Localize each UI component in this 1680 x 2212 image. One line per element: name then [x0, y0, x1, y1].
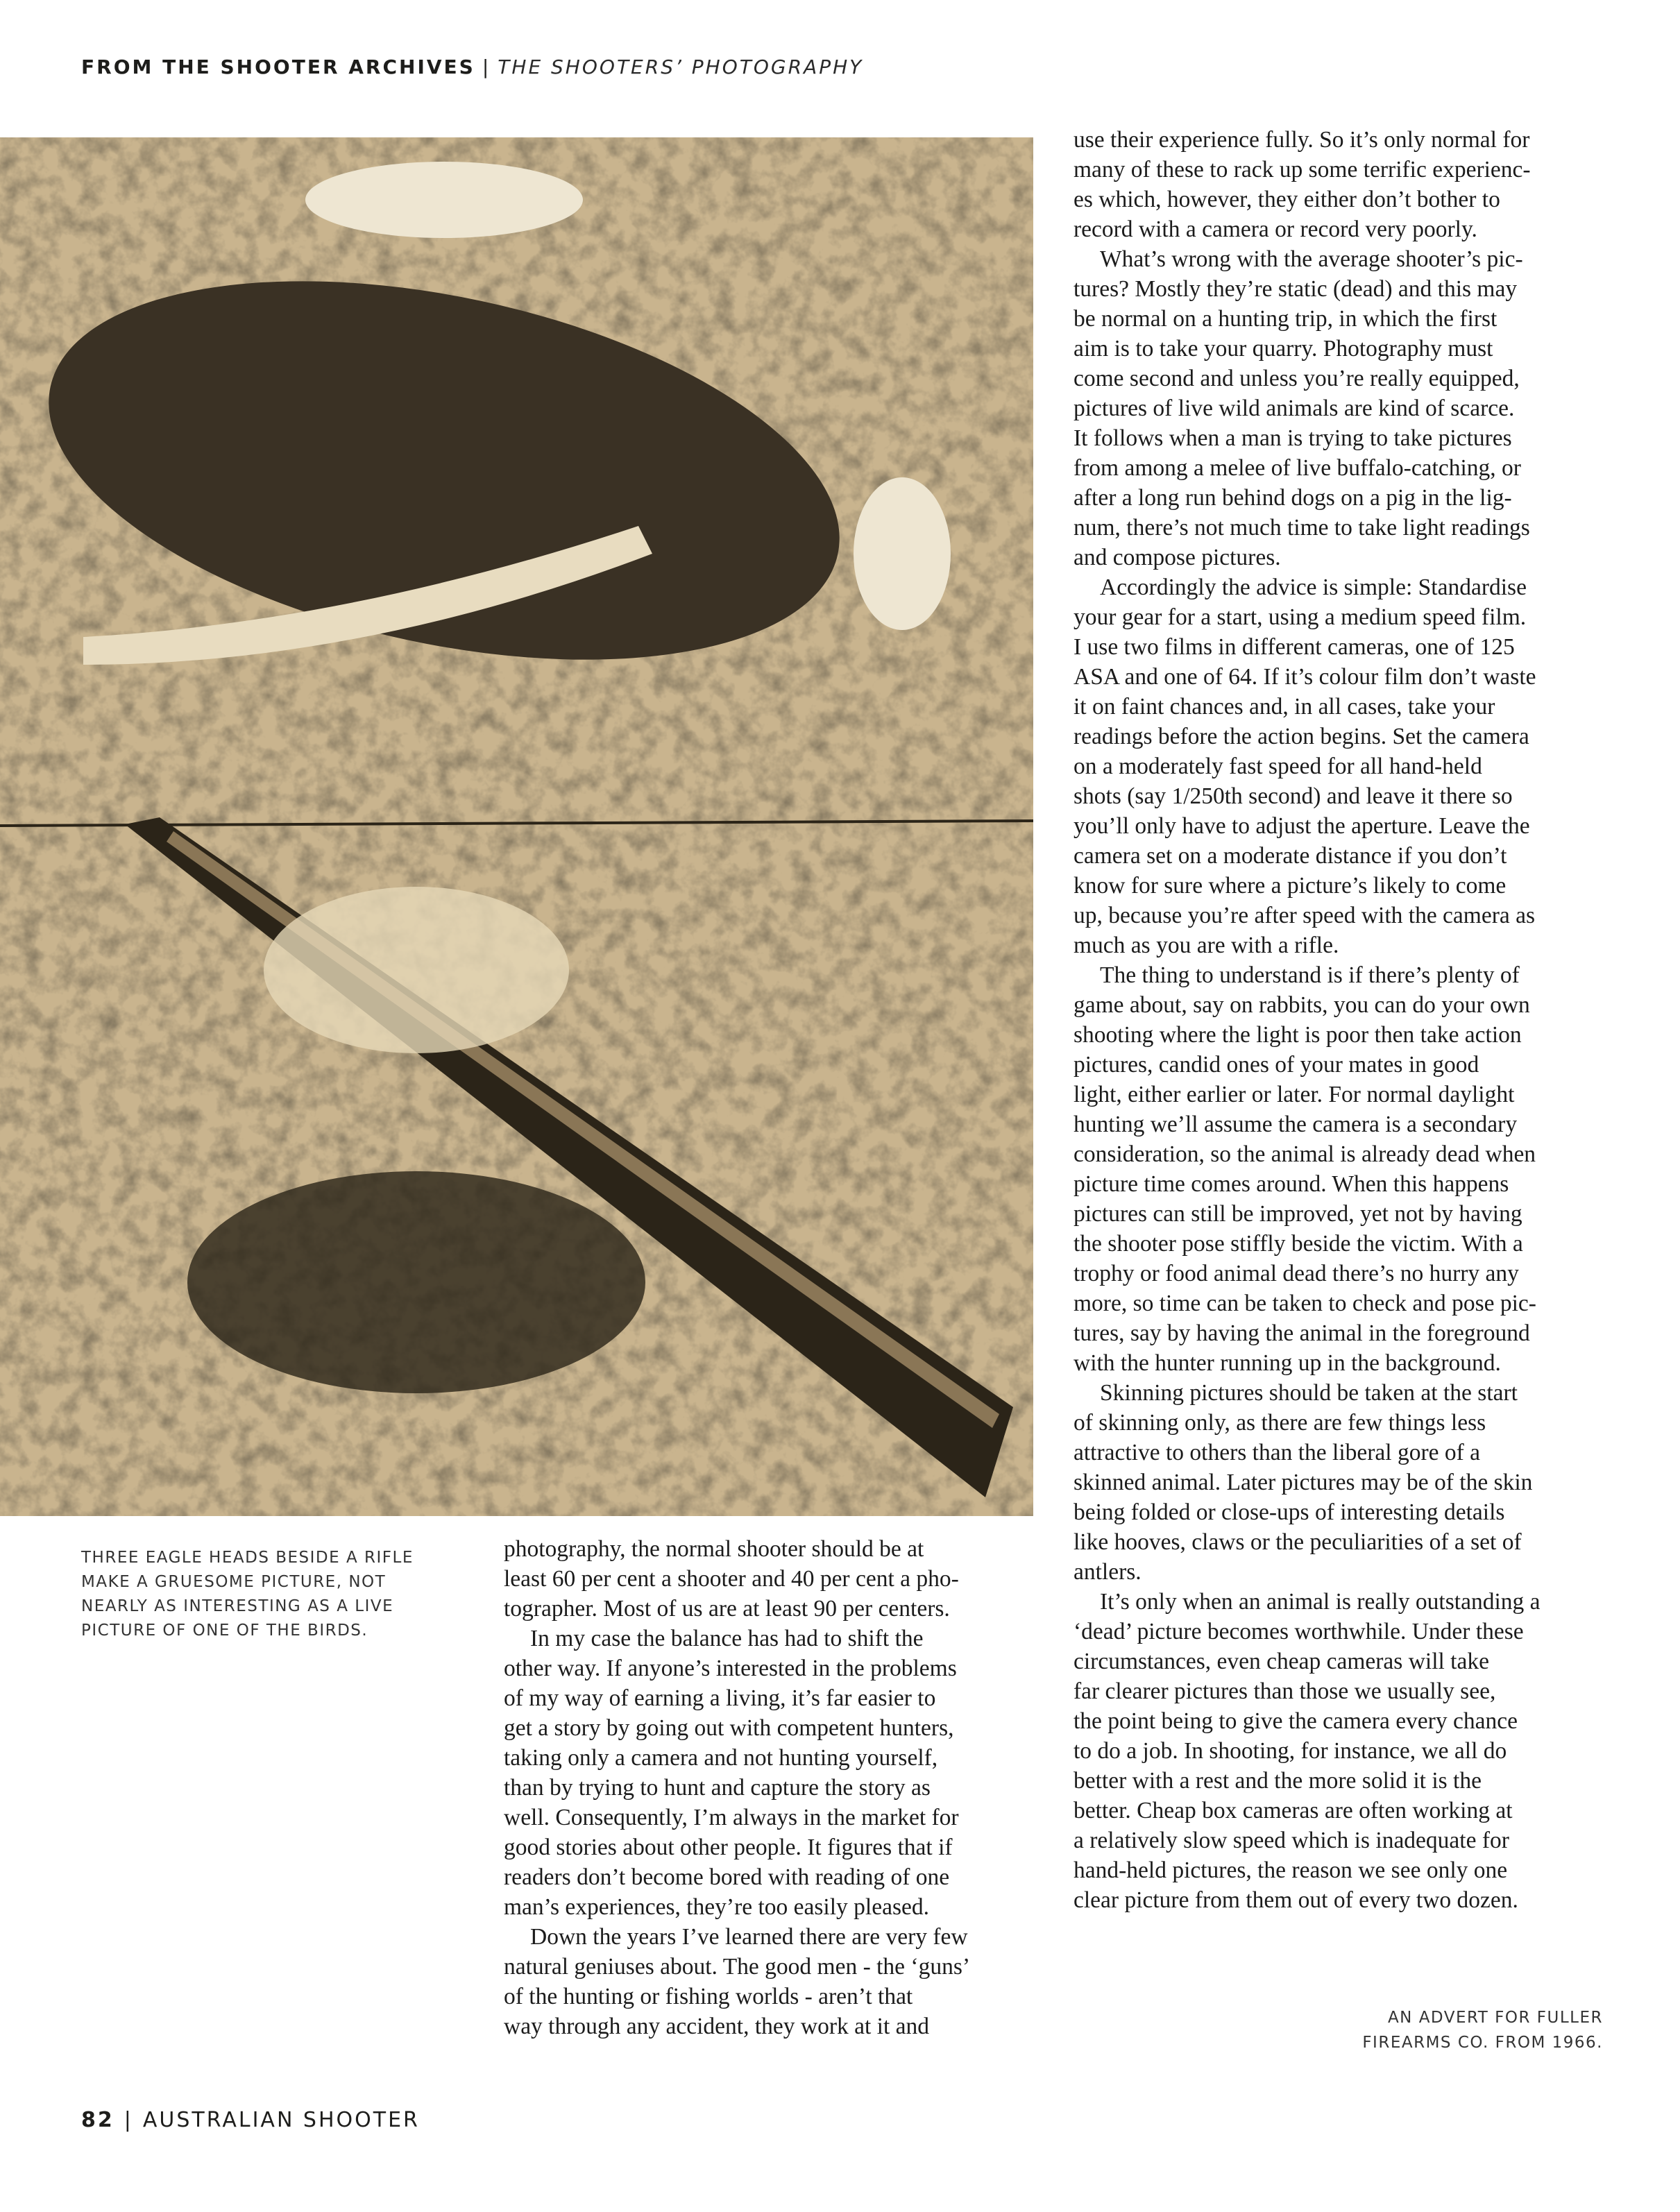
text-line: pictures of live wild animals are kind of scarce. — [1074, 395, 1515, 421]
text-line: like hooves, claws or the peculiarities of a set of — [1074, 1529, 1522, 1555]
text-line: shooting where the light is poor then take action — [1074, 1022, 1522, 1048]
caption-line: THREE EAGLE HEADS BESIDE A RIFLE — [81, 1549, 414, 1567]
text-line: be normal on a hunting trip, in which the first — [1074, 306, 1497, 332]
header-separator: | — [482, 56, 491, 78]
photo-eagle-heads-rifle — [0, 137, 1033, 1516]
text-line: attractive to others than the liberal gore of a — [1074, 1440, 1481, 1465]
page-footer — [81, 2108, 420, 2132]
text-line: come second and unless you’re really equipped, — [1074, 366, 1520, 391]
text-line: picture time comes around. When this happens — [1074, 1171, 1509, 1197]
text-line: aim is to take your quarry. Photography must — [1074, 336, 1493, 361]
caption-line: FIREARMS CO. FROM 1966. — [1362, 2034, 1603, 2052]
text-line: record with a camera or record very poorly. — [1074, 216, 1477, 242]
publication-name: AUSTRALIAN SHOOTER — [142, 2108, 420, 2132]
text-line: hand-held pictures, the reason we see only one — [1074, 1857, 1508, 1883]
text-line: the shooter pose stiffly beside the victim. With a — [1074, 1231, 1523, 1257]
text-line: the point being to give the camera every chance — [1074, 1708, 1518, 1734]
text-line: es which, however, they either don’t bother to — [1074, 187, 1500, 212]
text-line: your gear for a start, using a medium speed film. — [1074, 604, 1527, 630]
text-line: Down the years I’ve learned there are very few — [530, 1924, 968, 1950]
text-line: it on faint chances and, in all cases, take your — [1074, 694, 1495, 720]
text-line: The thing to understand is if there’s plenty of — [1100, 962, 1520, 988]
text-line: know for sure where a picture’s likely to come — [1074, 873, 1507, 899]
running-header — [81, 56, 863, 78]
text-line: trophy or food animal dead there’s no hurry any — [1074, 1261, 1519, 1286]
text-line: least 60 per cent a shooter and 40 per cent a pho- — [504, 1566, 959, 1592]
article-title: THE SHOOTERS’ PHOTOGRAPHY — [498, 56, 864, 78]
text-line: taking only a camera and not hunting yourself, — [504, 1745, 938, 1771]
text-line: ASA and one of 64. If it’s colour film don’t waste — [1074, 664, 1536, 690]
text-line: of the hunting or fishing worlds - aren’t that — [504, 1984, 913, 2009]
text-line: of my way of earning a living, it’s far easier to — [504, 1685, 936, 1711]
text-line: tures, say by having the animal in the foreground — [1074, 1320, 1530, 1346]
text-line: than by trying to hunt and capture the story as — [504, 1775, 931, 1801]
text-line: num, there’s not much time to take light readings — [1074, 515, 1530, 541]
text-line: of skinning only, as there are few things less — [1074, 1410, 1486, 1436]
text-line: more, so time can be taken to check and pose pic- — [1074, 1291, 1536, 1316]
bird-neck-white — [305, 162, 583, 238]
text-line: antlers. — [1074, 1559, 1142, 1585]
eagle-head-light — [264, 887, 569, 1053]
text-line: skinned animal. Later pictures may be of the skin — [1074, 1470, 1533, 1495]
text-line: light, either earlier or later. For normal daylight — [1074, 1082, 1515, 1107]
text-line: and compose pictures. — [1074, 545, 1281, 570]
page-number: 82 — [81, 2108, 114, 2132]
text-line: clear picture from them out of every two dozen. — [1074, 1887, 1518, 1913]
caption-line: AN ADVERT FOR FULLER — [1387, 2009, 1603, 2027]
text-line: What’s wrong with the average shooter’s pic- — [1100, 246, 1523, 272]
text-line: get a story by going out with competent hunters, — [504, 1715, 954, 1741]
text-line: use their experience fully. So it’s only normal for — [1074, 127, 1530, 153]
advert-caption — [1362, 2005, 1603, 2055]
bird-head-white — [854, 477, 951, 630]
text-line: to do a job. In shooting, for instance, we all do — [1074, 1738, 1507, 1764]
text-line: man’s experiences, they’re too easily pleased. — [504, 1894, 929, 1920]
text-line: with the hunter running up in the background. — [1074, 1350, 1501, 1376]
text-line: after a long run behind dogs on a pig in the lig- — [1074, 485, 1512, 511]
text-line: Accordingly the advice is simple: Standardise — [1100, 575, 1527, 600]
text-line: better with a rest and the more solid it is the — [1074, 1768, 1482, 1794]
text-line: It’s only when an animal is really outstanding a — [1100, 1589, 1541, 1615]
text-line: readers don’t become bored with reading of one — [504, 1864, 950, 1890]
text-line: you’ll only have to adjust the aperture. Leave the — [1074, 813, 1530, 839]
text-line: In my case the balance has had to shift the — [530, 1626, 924, 1651]
text-line: hunting we’ll assume the camera is a secondary — [1074, 1112, 1518, 1137]
text-line: camera set on a moderate distance if you don’t — [1074, 843, 1507, 869]
text-line: shots (say 1/250th second) and leave it there so — [1074, 783, 1513, 809]
text-line: It follows when a man is trying to take pictures — [1074, 425, 1512, 451]
caption-line: NEARLY AS INTERESTING AS A LIVE — [81, 1597, 394, 1615]
text-line: up, because you’re after speed with the camera as — [1074, 903, 1536, 928]
section-label: FROM THE SHOOTER ARCHIVES — [81, 56, 475, 78]
text-line: from among a melee of live buffalo-catching, or — [1074, 455, 1521, 481]
text-line: Skinning pictures should be taken at the start — [1100, 1380, 1518, 1406]
text-line: way through any accident, they work at it and — [504, 2014, 930, 2039]
caption-line: MAKE A GRUESOME PICTURE, NOT — [81, 1573, 387, 1591]
text-line: pictures, candid ones of your mates in good — [1074, 1052, 1479, 1078]
text-line: consideration, so the animal is already dead when — [1074, 1141, 1536, 1167]
caption-line: PICTURE OF ONE OF THE BIRDS. — [81, 1622, 368, 1640]
text-line: many of these to rack up some terrific experienc- — [1074, 157, 1531, 182]
body-column-right — [1074, 125, 1615, 1915]
text-line: better. Cheap box cameras are often working at — [1074, 1798, 1513, 1823]
text-line: circumstances, even cheap cameras will take — [1074, 1649, 1489, 1674]
footer-separator: | — [124, 2108, 133, 2132]
text-line: on a moderately fast speed for all hand-held — [1074, 754, 1482, 779]
text-line: photography, the normal shooter should be at — [504, 1536, 924, 1562]
text-line: ‘dead’ picture becomes worthwhile. Under these — [1074, 1619, 1524, 1644]
photo-caption — [81, 1546, 414, 1643]
text-line: I use two films in different cameras, one of 125 — [1074, 634, 1515, 660]
text-line: tures? Mostly they’re static (dead) and this may — [1074, 276, 1518, 302]
text-line: game about, say on rabbits, you can do your own — [1074, 992, 1530, 1018]
text-line: pictures can still be improved, yet not by having — [1074, 1201, 1522, 1227]
text-line: other way. If anyone’s interested in the problems — [504, 1656, 957, 1681]
eagle-head-shadow — [187, 1171, 645, 1393]
text-line: being folded or close-ups of interesting details — [1074, 1499, 1505, 1525]
text-line: tographer. Most of us are at least 90 per centers. — [504, 1596, 950, 1622]
text-line: natural geniuses about. The good men - the ‘guns’ — [504, 1954, 971, 1980]
body-column-middle — [504, 1534, 1045, 2041]
text-line: far clearer pictures than those we usually see, — [1074, 1678, 1496, 1704]
text-line: good stories about other people. It figures that if — [504, 1835, 953, 1860]
text-line: readings before the action begins. Set the camera — [1074, 724, 1529, 749]
text-line: much as you are with a rifle. — [1074, 933, 1339, 958]
text-line: well. Consequently, I’m always in the market for — [504, 1805, 959, 1830]
text-line: a relatively slow speed which is inadequate for — [1074, 1828, 1509, 1853]
